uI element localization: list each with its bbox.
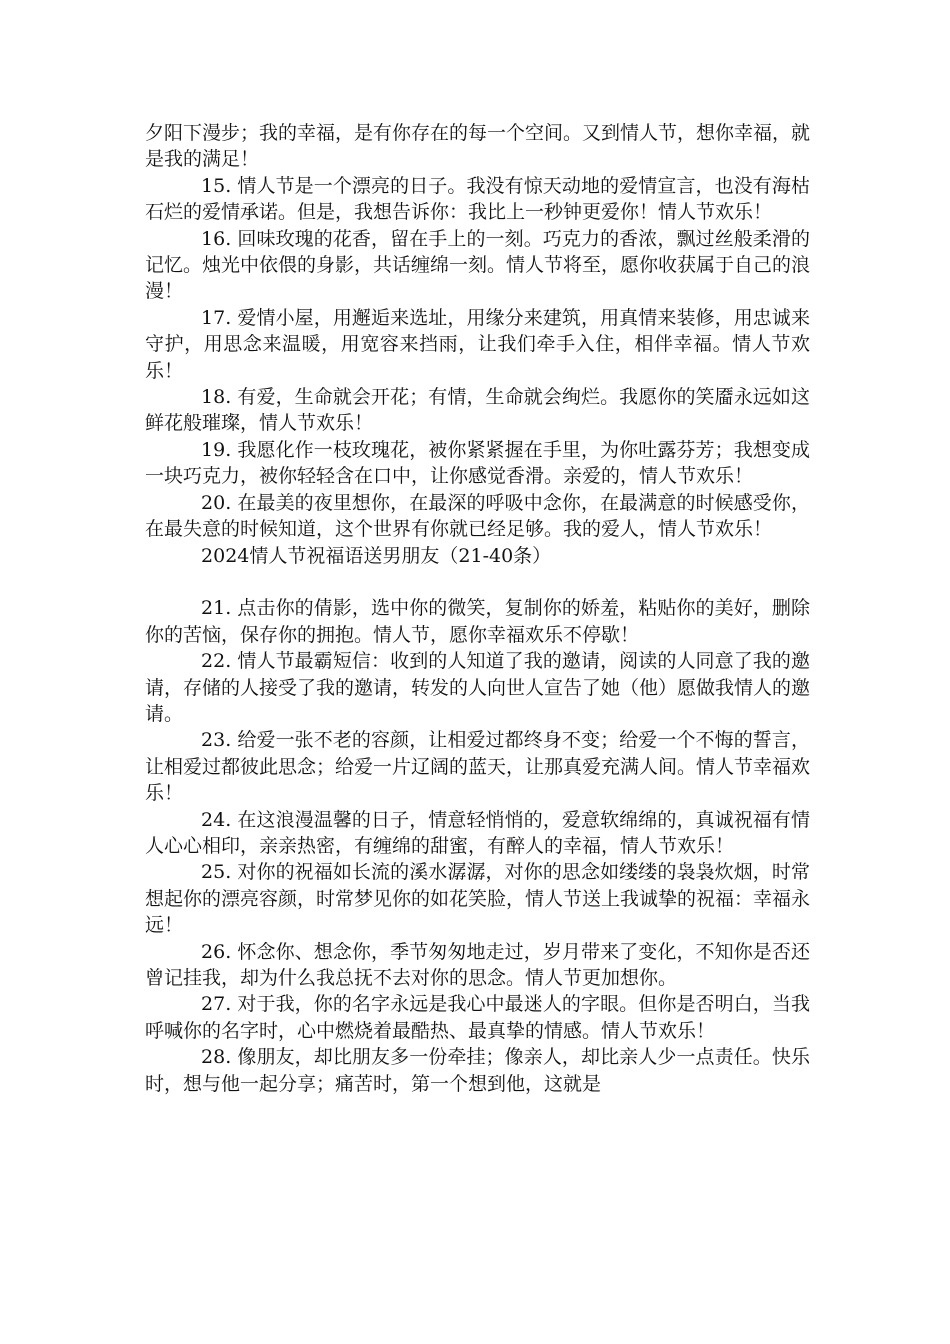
- paragraph-27: 27. 对于我，你的名字永远是我心中最迷人的字眼。但你是否明白，当我呼喊你的名字时，心中燃烧着最酷热、最真挚的情感。情人节欢乐！: [145, 993, 810, 1042]
- leading-fragment: 夕阳下漫步；我的幸福，是有你存在的每一个空间。又到情人节，想你幸福，就是我的满足！: [145, 122, 811, 171]
- paragraph-19: 19. 我愿化作一枝玫瑰花，被你紧紧握在手里，为你吐露芬芳；我想变成一块巧克力，被你轻轻含在口中，让你感觉香滑。亲爱的，情人节欢乐！: [145, 438, 810, 488]
- paragraph-17: 17. 爱情小屋，用邂逅来选址，用缘分来建筑，用真情来装修，用忠诚来守护，用思念来温暖，用宽容来挡雨，让我们牵手入住，相伴幸福。情人节欢乐！: [145, 306, 810, 382]
- paragraph-25: 25. 对你的祝福如长流的溪水潺潺，对你的思念如缕缕的袅袅炊烟，时常想起你的漂亮容颜，时常梦见你的如花笑脸，情人节送上我诚挚的祝福：幸福永远！: [145, 861, 811, 937]
- paragraph-24: 24. 在这浪漫温馨的日子，情意轻悄悄的，爱意软绵绵的，真诚祝福有情人心心相印，亲亲热密，有缠绵的甜蜜，有醉人的幸福，情人节欢乐！: [145, 808, 810, 857]
- document-page: [145, 120, 810, 1097]
- section-heading: 2024情人节祝福语送男朋友（21-40条）: [201, 544, 552, 567]
- paragraph-20: 20. 在最美的夜里想你，在最深的呼吸中念你，在最满意的时候感受你，在最失意的时候知道，这个世界有你就已经足够。我的爱人，情人节欢乐！: [145, 491, 810, 541]
- paragraph-28: 28. 像朋友，却比朋友多一份牵挂；像亲人，却比亲人少一点责任。快乐时，想与他一起分享；痛苦时，第一个想到他，这就是: [145, 1046, 810, 1095]
- paragraph-15: 15. 情人节是一个漂亮的日子。我没有惊天动地的爱情宣言，也没有海枯石烂的爱情承诺。但是，我想告诉你：我比上一秒钟更爱你！情人节欢乐！: [145, 174, 810, 224]
- paragraph-16: 16. 回味玫瑰的花香，留在手上的一刻。巧克力的香浓，飘过丝般柔滑的记忆。烛光中依偎的身影，共话缠绵一刻。情人节将至，愿你收获属于自己的浪漫！: [145, 227, 811, 303]
- paragraph-21: 21. 点击你的倩影，选中你的微笑，复制你的娇羞，粘贴你的美好，删除你的苦恼，保存你的拥抱。情人节，愿你幸福欢乐不停歇！: [145, 597, 810, 646]
- paragraph-23: 23. 给爱一张不老的容颜，让相爱过都终身不变；给爱一个不悔的誓言，让相爱过都彼此思念；给爱一片辽阔的蓝天，让那真爱充满人间。情人节幸福欢乐！: [145, 729, 811, 805]
- paragraph-26: 26. 怀念你、想念你，季节匆匆地走过，岁月带来了变化，不知你是否还曾记挂我，却为什么我总抚不去对你的思念。情人节更加想你。: [145, 940, 810, 989]
- paragraph-18: 18. 有爱，生命就会开花；有情，生命就会绚烂。我愿你的笑靥永远如这鲜花般璀璨，情人节欢乐！: [145, 386, 810, 435]
- paragraph-22: 22. 情人节最霸短信：收到的人知道了我的邀请，阅读的人同意了我的邀请，存储的人接受了我的邀请，转发的人向世人宣告了她（他）愿做我情人的邀请。: [145, 650, 811, 725]
- blank-line: [145, 569, 810, 595]
